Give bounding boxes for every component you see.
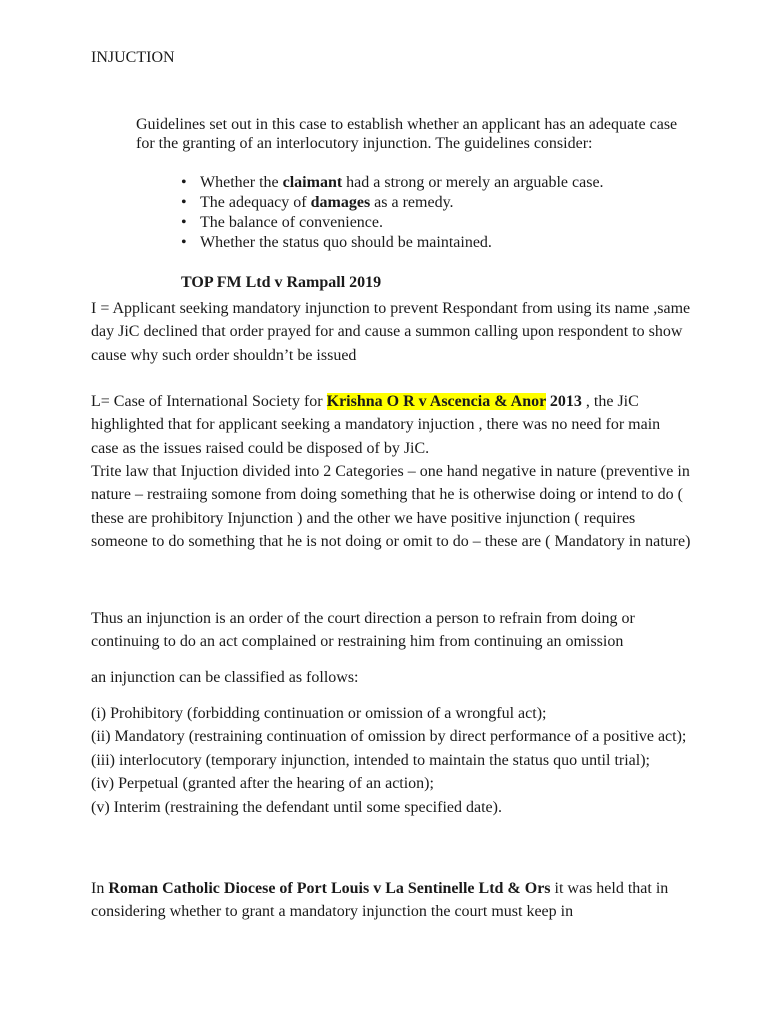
case-heading: TOP FM Ltd v Rampall 2019: [181, 274, 382, 291]
thus-paragraph: Thus an injunction is an order of the court direction a person to refrain from doing or continuing to do an act complained or restraining him from continuing an omission: [91, 610, 635, 651]
list-item: (iv) Perpetual (granted after the hearing of an action);: [91, 775, 434, 793]
list-item: • The adequacy of damages as a remedy.: [181, 193, 604, 213]
guidelines-list: [181, 173, 604, 253]
list-item: • Whether the status quo should be maintained.: [181, 233, 604, 253]
list-item: • The balance of convenience.: [181, 213, 604, 233]
list-item: (v) Interim (restraining the defendant until some specified date).: [91, 798, 502, 816]
list-item: (ii) Mandatory (restraining continuation of omission by direct performance of a positive act);: [91, 728, 687, 746]
intro-paragraph: Guidelines set out in this case to establish whether an applicant has an adequate case for the granting of an interlocutory injunction. The guidelines consider:: [136, 116, 678, 152]
list-item: (iii) interlocutory (temporary injunction, intended to maintain the status quo until trial);: [91, 751, 650, 769]
highlighted-case-name: Krishna O R v Ascencia & Anor: [326, 393, 546, 410]
trite-law-paragraph: Trite law that Injuction divided into 2 Categories – one hand negative in nature (preventive in nature – restraiing somone from doing something that he is otherwise doing or intend to do ( these are prohibitory Injunction ) and the other we have positive injunction ( requires someone to do something that he is not doing or omit to do – these are ( Mandatory in nature): [91, 463, 691, 551]
issue-paragraph: I = Applicant seeking mandatory injunction to prevent Respondant from using its name ,same day JiC declined that order prayed for and cause a summon calling upon respondent to show cause why such order shouldn’t be issued: [91, 300, 691, 364]
list-item: • Whether the claimant had a strong or merely an arguable case.: [181, 173, 604, 193]
roman-catholic-paragraph: In Roman Catholic Diocese of Port Louis v La Sentinelle Ltd & Ors it was held that in considering whether to grant a mandatory injunction the court must keep in: [91, 880, 669, 921]
classification-list: [91, 702, 691, 819]
document-title: INJUCTION: [91, 49, 175, 66]
list-item: (i) Prohibitory (forbidding continuation or omission of a wrongful act);: [91, 705, 547, 722]
classified-intro: an injunction can be classified as follows:: [91, 669, 359, 686]
law-paragraph: L= Case of International Society for Krishna O R v Ascencia & Anor 2013 , the JiC highlighted that for applicant seeking a mandatory injuction , there was no need for main case as the issues raised could be disposed of by JiC.: [91, 393, 661, 457]
